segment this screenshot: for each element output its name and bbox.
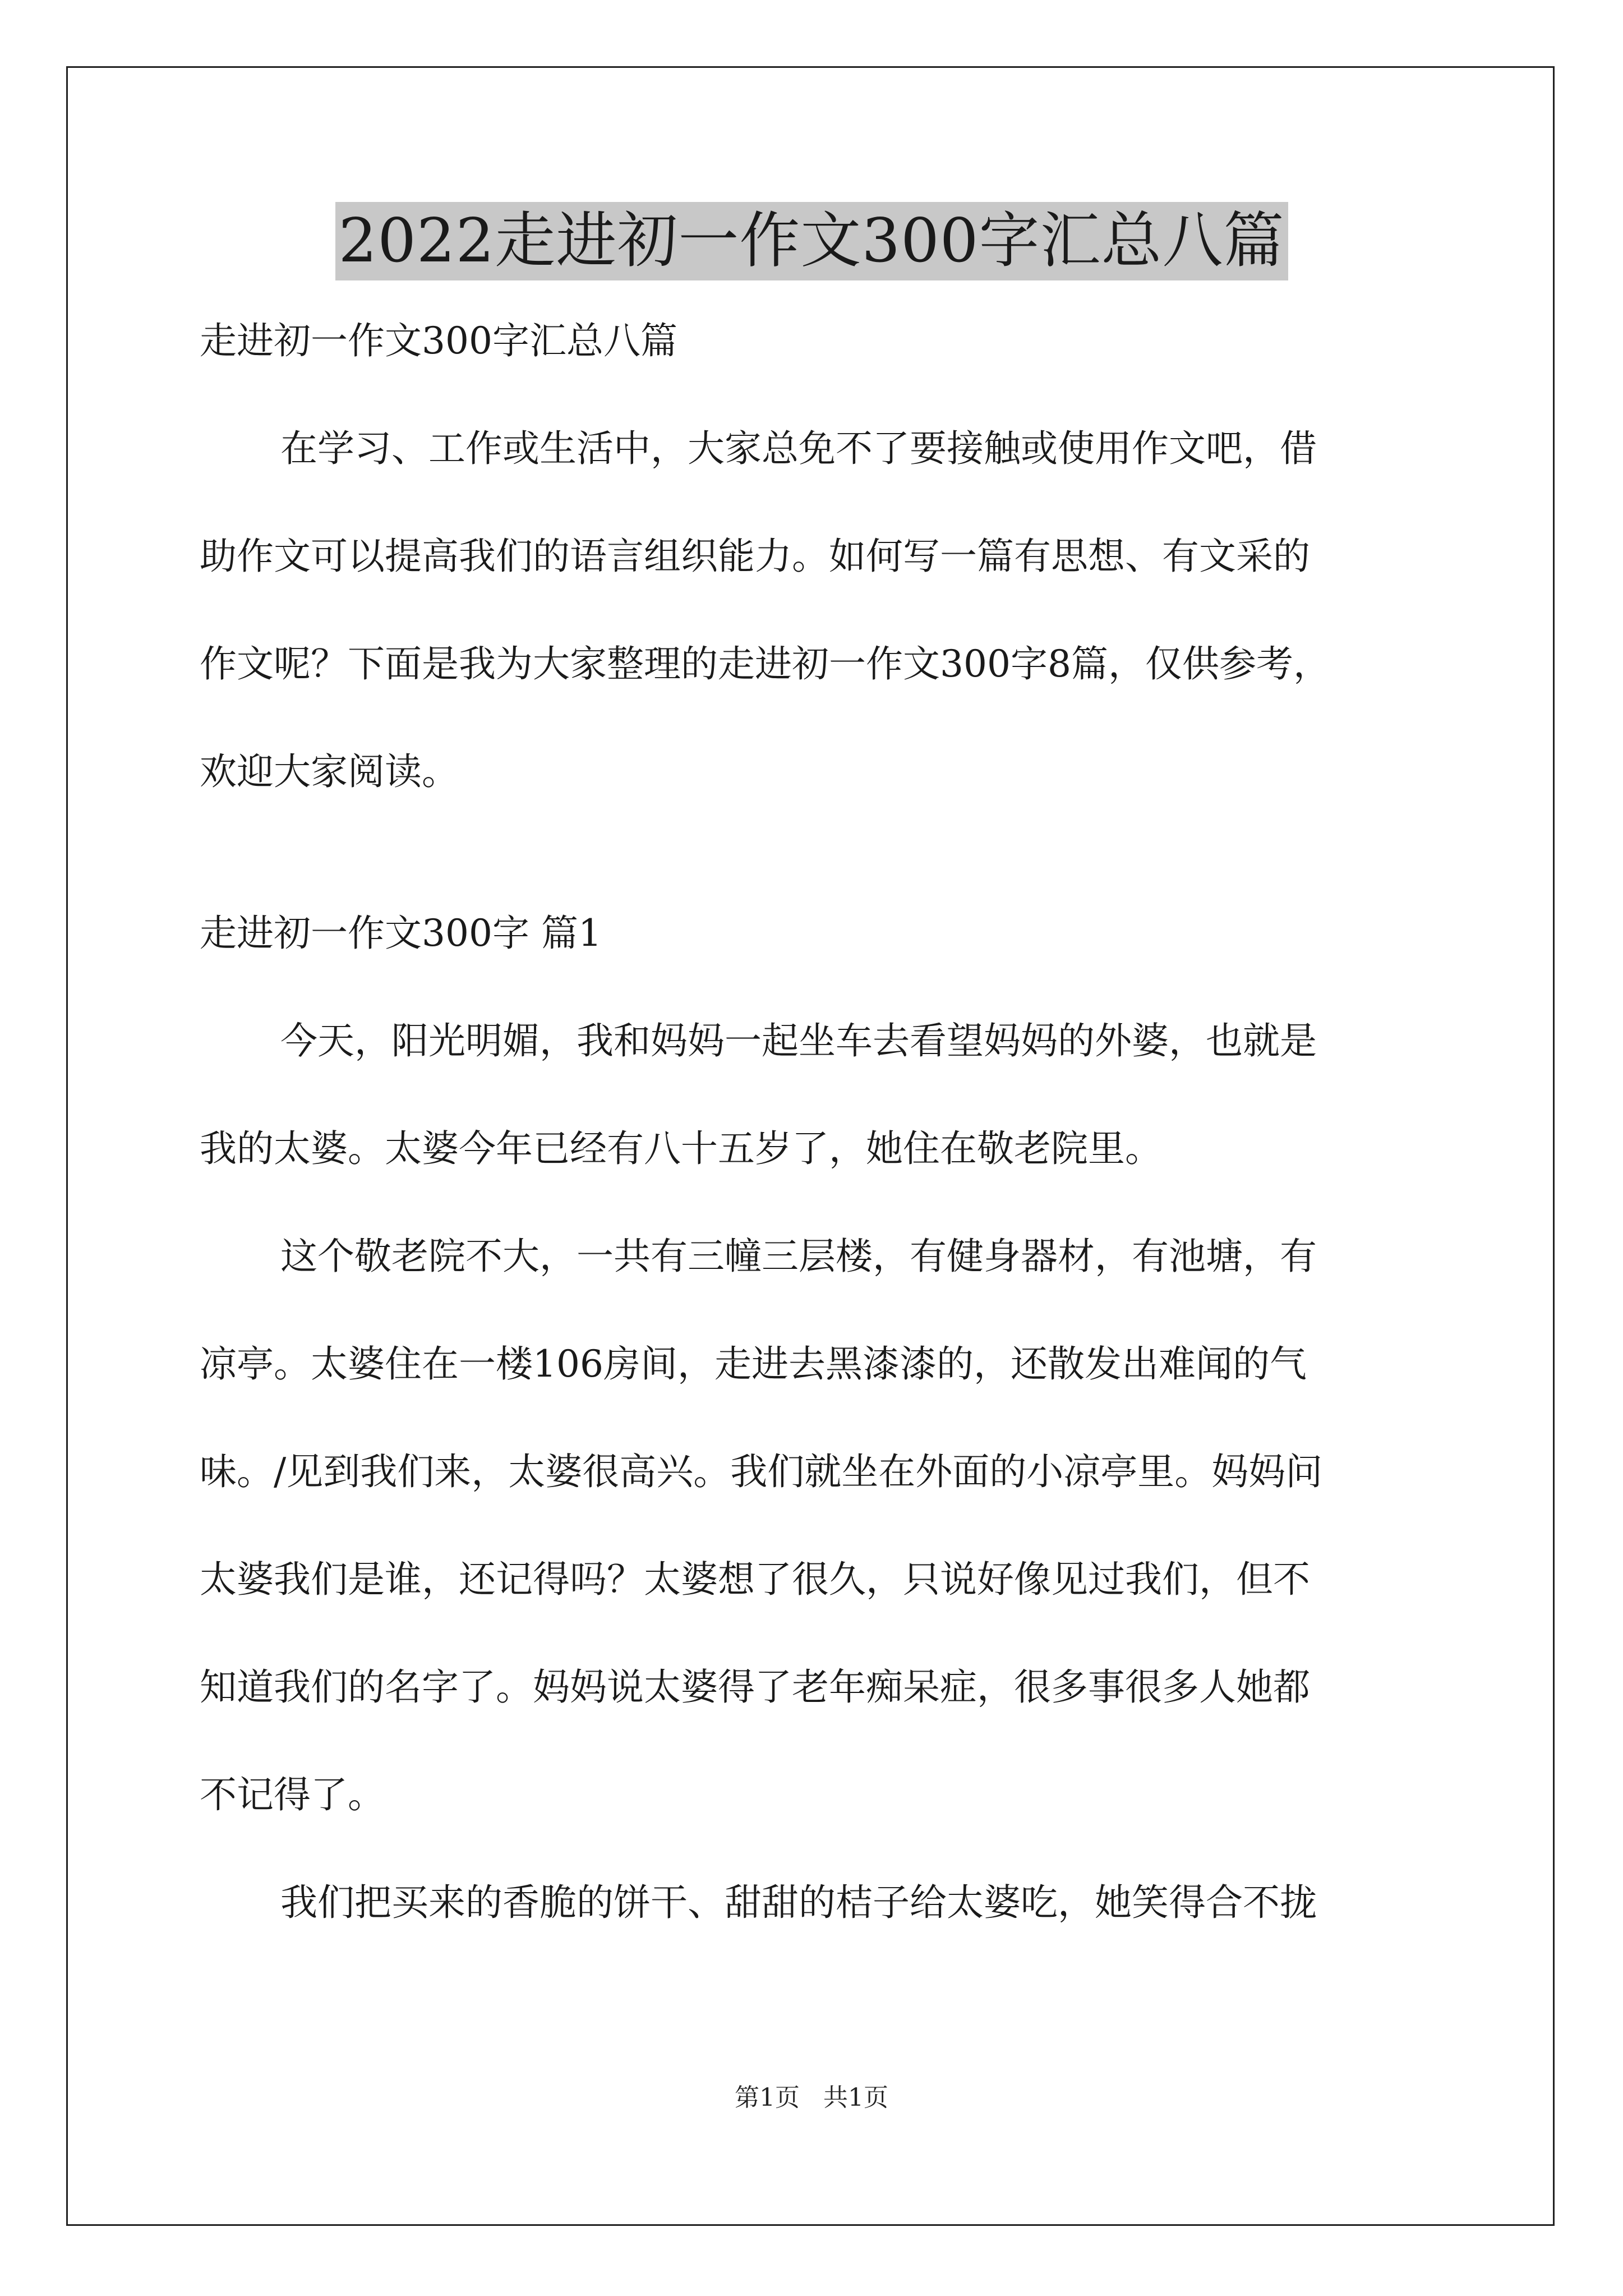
paragraph-line: 这个敬老院不大，一共有三幢三层楼，有健身器材，有池塘，有: [280, 1235, 1317, 1278]
intro-line: 助作文可以提高我们的语言组织能力。如何写一篇有思想、有文采的: [200, 535, 1310, 578]
document-body: [200, 314, 1433, 1984]
title-container: [0, 202, 1623, 280]
document-title: 2022走进初一作文300字汇总八篇: [335, 202, 1288, 280]
spacer: [200, 853, 1433, 907]
paragraph-line: 不记得了。: [200, 1773, 385, 1816]
intro-line: 在学习、工作或生活中，大家总免不了要接触或使用作文吧，借: [280, 427, 1317, 470]
paragraph-line: 我的太婆。太婆今年已经有八十五岁了，她住在敬老院里。: [200, 1127, 1162, 1170]
intro-line: 欢迎大家阅读。: [200, 750, 459, 793]
paragraph-line: 凉亭。太婆住在一楼106房间，走进去黑漆漆的，还散发出难闻的气: [200, 1342, 1307, 1386]
section-heading: 走进初一作文300字 篇1: [200, 912, 602, 955]
paragraph-line: 我们把买来的香脆的饼干、甜甜的桔子给太婆吃，她笑得合不拢: [280, 1881, 1317, 1924]
page-indicator: 第1页 共1页: [735, 2083, 888, 2112]
intro-line: 作文呢？下面是我为大家整理的走进初一作文300字8篇，仅供参考，: [200, 642, 1330, 685]
section1-paragraph-1: [200, 1014, 1433, 1230]
paragraph-line: 今天，阳光明媚，我和妈妈一起坐车去看望妈妈的外婆，也就是: [280, 1019, 1317, 1062]
section1-paragraph-3: [200, 1876, 1433, 1984]
paragraph-line: 太婆我们是谁，还记得吗？太婆想了很久，只说好像见过我们，但不: [200, 1558, 1310, 1601]
document-subtitle: 走进初一作文300字汇总八篇: [200, 319, 677, 362]
paragraph-line: 知道我们的名字了。妈妈说太婆得了老年痴呆症，很多事很多人她都: [200, 1665, 1310, 1709]
page-footer: [0, 2081, 1623, 2115]
section1-paragraph-2: [200, 1230, 1433, 1876]
intro-paragraph: [200, 422, 1433, 853]
paragraph-line: 味。/见到我们来，太婆很高兴。我们就坐在外面的小凉亭里。妈妈问: [200, 1450, 1323, 1493]
